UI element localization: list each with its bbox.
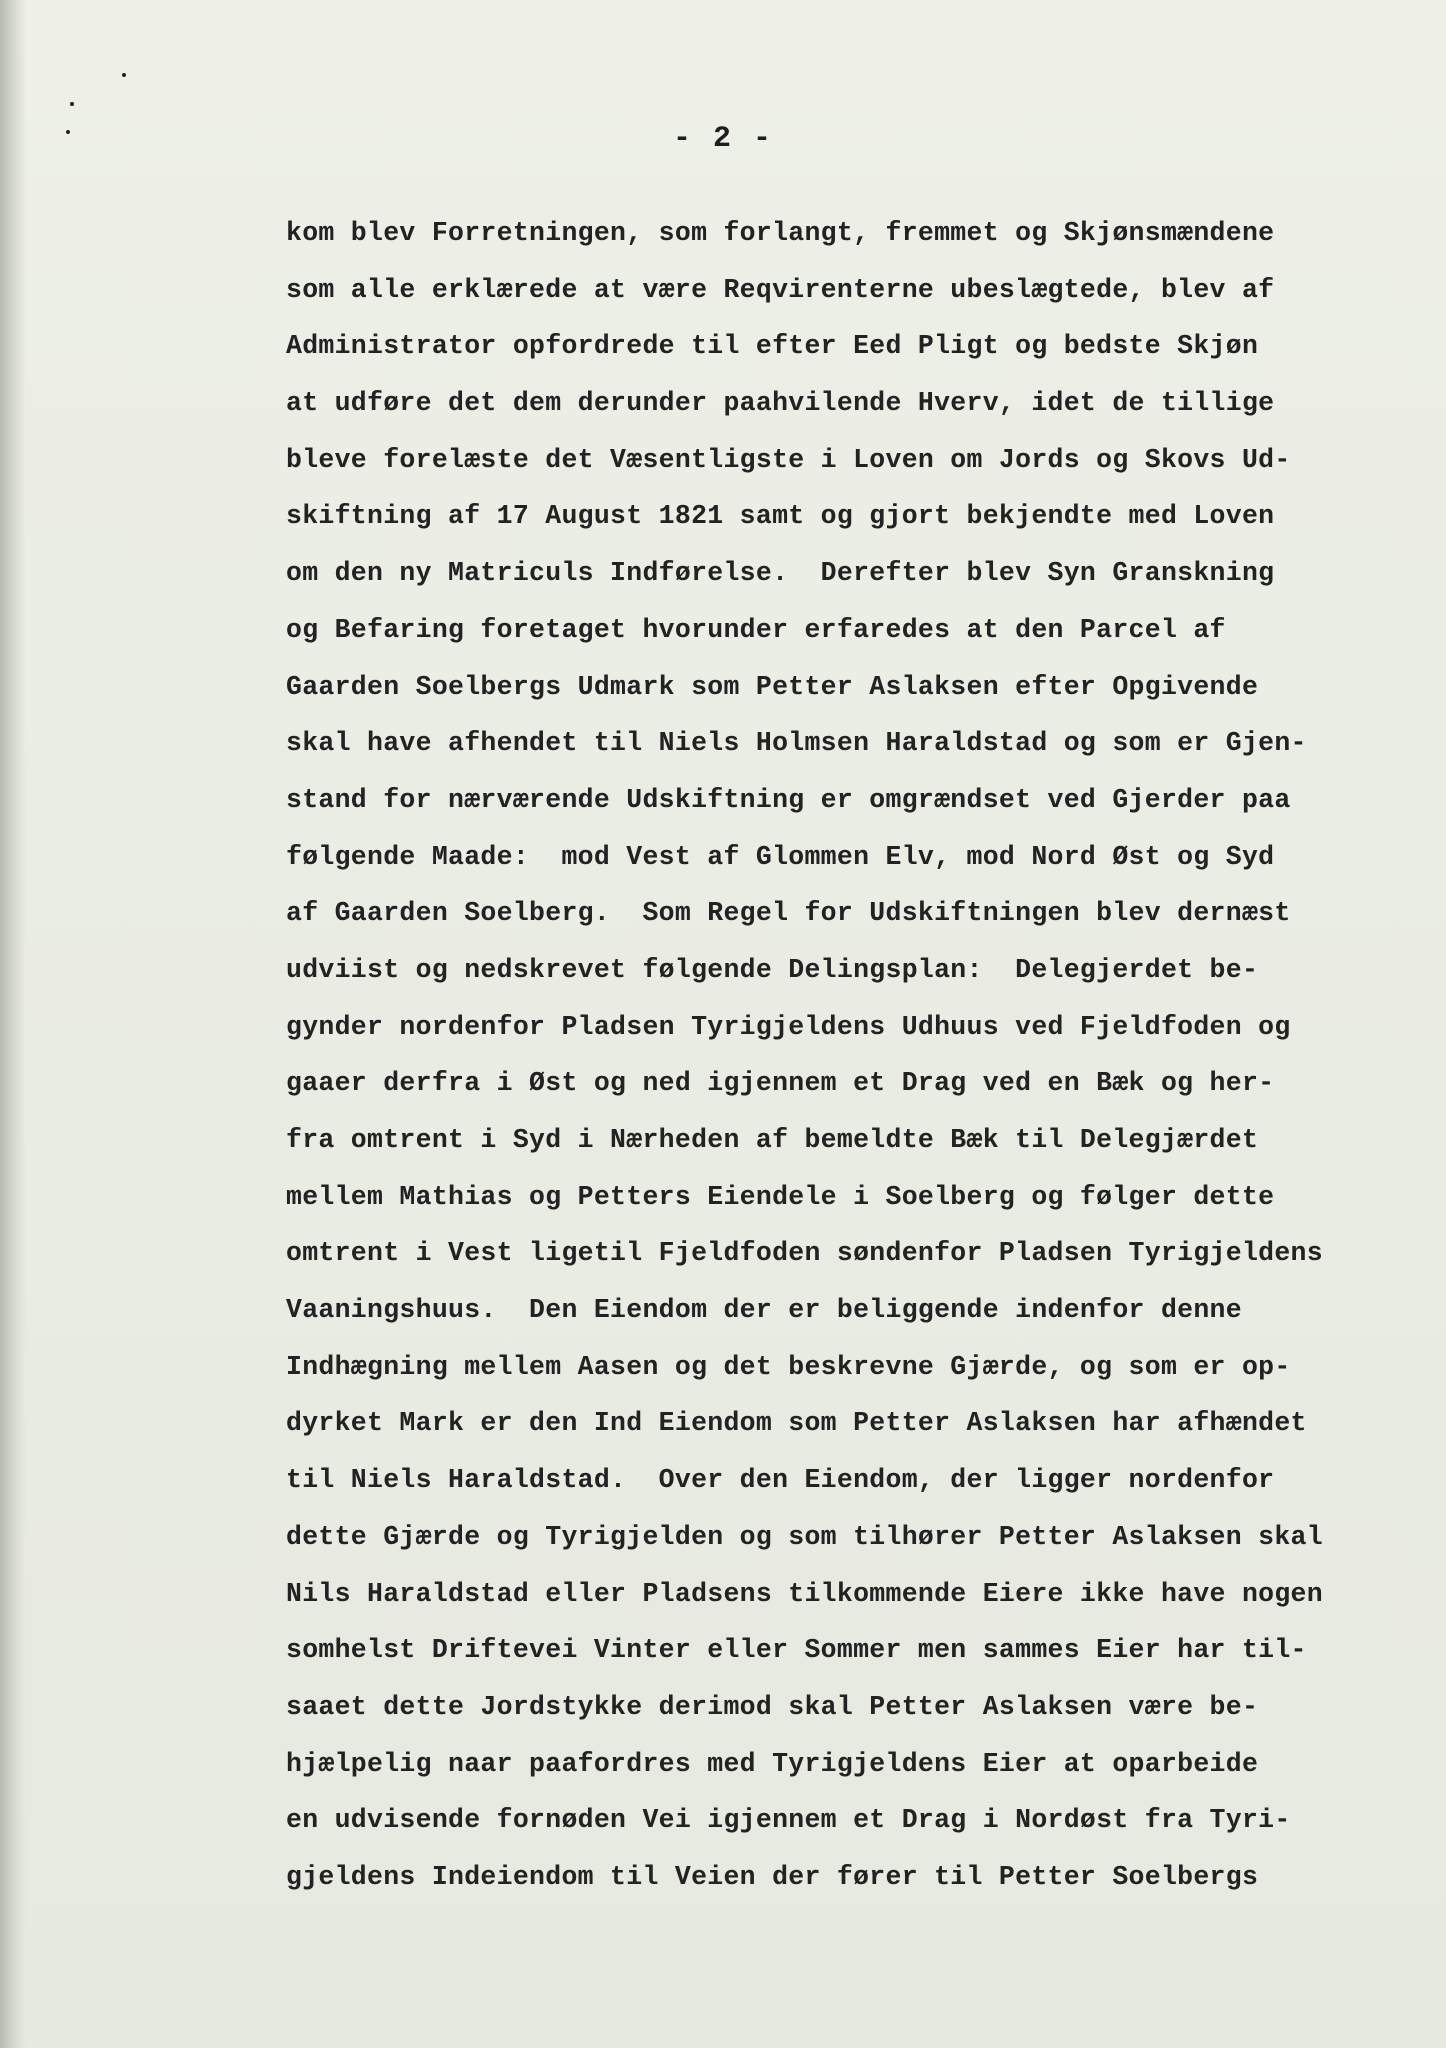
text-line: Vaaningshuus. Den Eiendom der er beliggende indenfor denne bbox=[286, 1295, 1242, 1326]
text-line: udviist og nedskrevet følgende Delingsplan: Delegjerdet be- bbox=[286, 954, 1259, 985]
text-line: gjeldens Indeiendom til Veien der fører til Petter Soelbergs bbox=[286, 1861, 1259, 1892]
text-line: gynder nordenfor Pladsen Tyrigjeldens Udhuus ved Fjeldfoden og bbox=[286, 1011, 1291, 1042]
margin-mark bbox=[122, 73, 126, 77]
text-line: og Befaring foretaget hvorunder erfaredes at den Parcel af bbox=[286, 614, 1226, 645]
text-line: omtrent i Vest ligetil Fjeldfoden søndenfor Pladsen Tyrigjeldens bbox=[286, 1238, 1323, 1269]
text-line: Indhægning mellem Aasen og det beskrevne Gjærde, og som er op- bbox=[286, 1351, 1291, 1382]
page-left-edge-shadow bbox=[0, 0, 26, 2048]
text-line: dette Gjærde og Tyrigjelden og som tilhører Petter Aslaksen skal bbox=[286, 1521, 1323, 1552]
text-line: saaet dette Jordstykke derimod skal Petter Aslaksen være be- bbox=[286, 1691, 1259, 1722]
text-line: til Niels Haraldstad. Over den Eiendom, der ligger nordenfor bbox=[286, 1465, 1275, 1496]
text-line: om den ny Matriculs Indførelse. Derefter blev Syn Granskning bbox=[286, 558, 1275, 589]
text-line: som alle erklærede at være Reqvirenterne ubeslægtede, blev af bbox=[286, 274, 1275, 305]
text-line: følgende Maade: mod Vest af Glommen Elv, mod Nord Øst og Syd bbox=[286, 841, 1275, 872]
text-line: en udvisende fornøden Vei igjennem et Drag i Nordøst fra Tyri- bbox=[286, 1805, 1291, 1836]
text-line: mellem Mathias og Petters Eiendele i Soelberg og følger dette bbox=[286, 1181, 1275, 1212]
text-line: fra omtrent i Syd i Nærheden af bemeldte Bæk til Delegjærdet bbox=[286, 1125, 1259, 1155]
text-line: skal have afhendet til Niels Holmsen Haraldstad og som er Gjen- bbox=[286, 728, 1307, 759]
page-number: - 2 - bbox=[672, 122, 773, 156]
text-line: gaaer derfra i Øst og ned igjennem et Drag ved en Bæk og her- bbox=[286, 1068, 1275, 1099]
text-line: bleve forelæste det Væsentligste i Loven om Jords og Skovs Ud- bbox=[286, 444, 1291, 475]
text-line: stand for nærværende Udskiftning er omgrændset ved Gjerder paa bbox=[286, 784, 1291, 815]
text-line: af Gaarden Soelberg. Som Regel for Udskiftningen blev dernæst bbox=[286, 898, 1291, 929]
text-line: kom blev Forretningen, som forlangt, fremmet og Skjønsmændene bbox=[286, 218, 1275, 248]
margin-mark bbox=[70, 102, 74, 106]
text-line: Gaarden Soelbergs Udmark som Petter Aslaksen efter Opgivende bbox=[286, 671, 1259, 702]
text-line: dyrket Mark er den Ind Eiendom som Petter Aslaksen har afhændet bbox=[286, 1408, 1307, 1439]
text-line: somhelst Driftevei Vinter eller Sommer men sammes Eier har til- bbox=[286, 1635, 1307, 1666]
text-line: skiftning af 17 August 1821 samt og gjort bekjendte med Loven bbox=[286, 501, 1275, 532]
text-line: at udføre det dem derunder paahvilende Hverv, idet de tillige bbox=[286, 388, 1275, 419]
text-line: Nils Haraldstad eller Pladsens tilkommende Eiere ikke have nogen bbox=[286, 1578, 1323, 1609]
typewritten-body bbox=[286, 205, 1416, 1906]
text-line: hjælpelig naar paafordres med Tyrigjeldens Eier at oparbeide bbox=[286, 1748, 1259, 1779]
text-line: Administrator opfordrede til efter Eed Pligt og bedste Skjøn bbox=[286, 331, 1259, 362]
